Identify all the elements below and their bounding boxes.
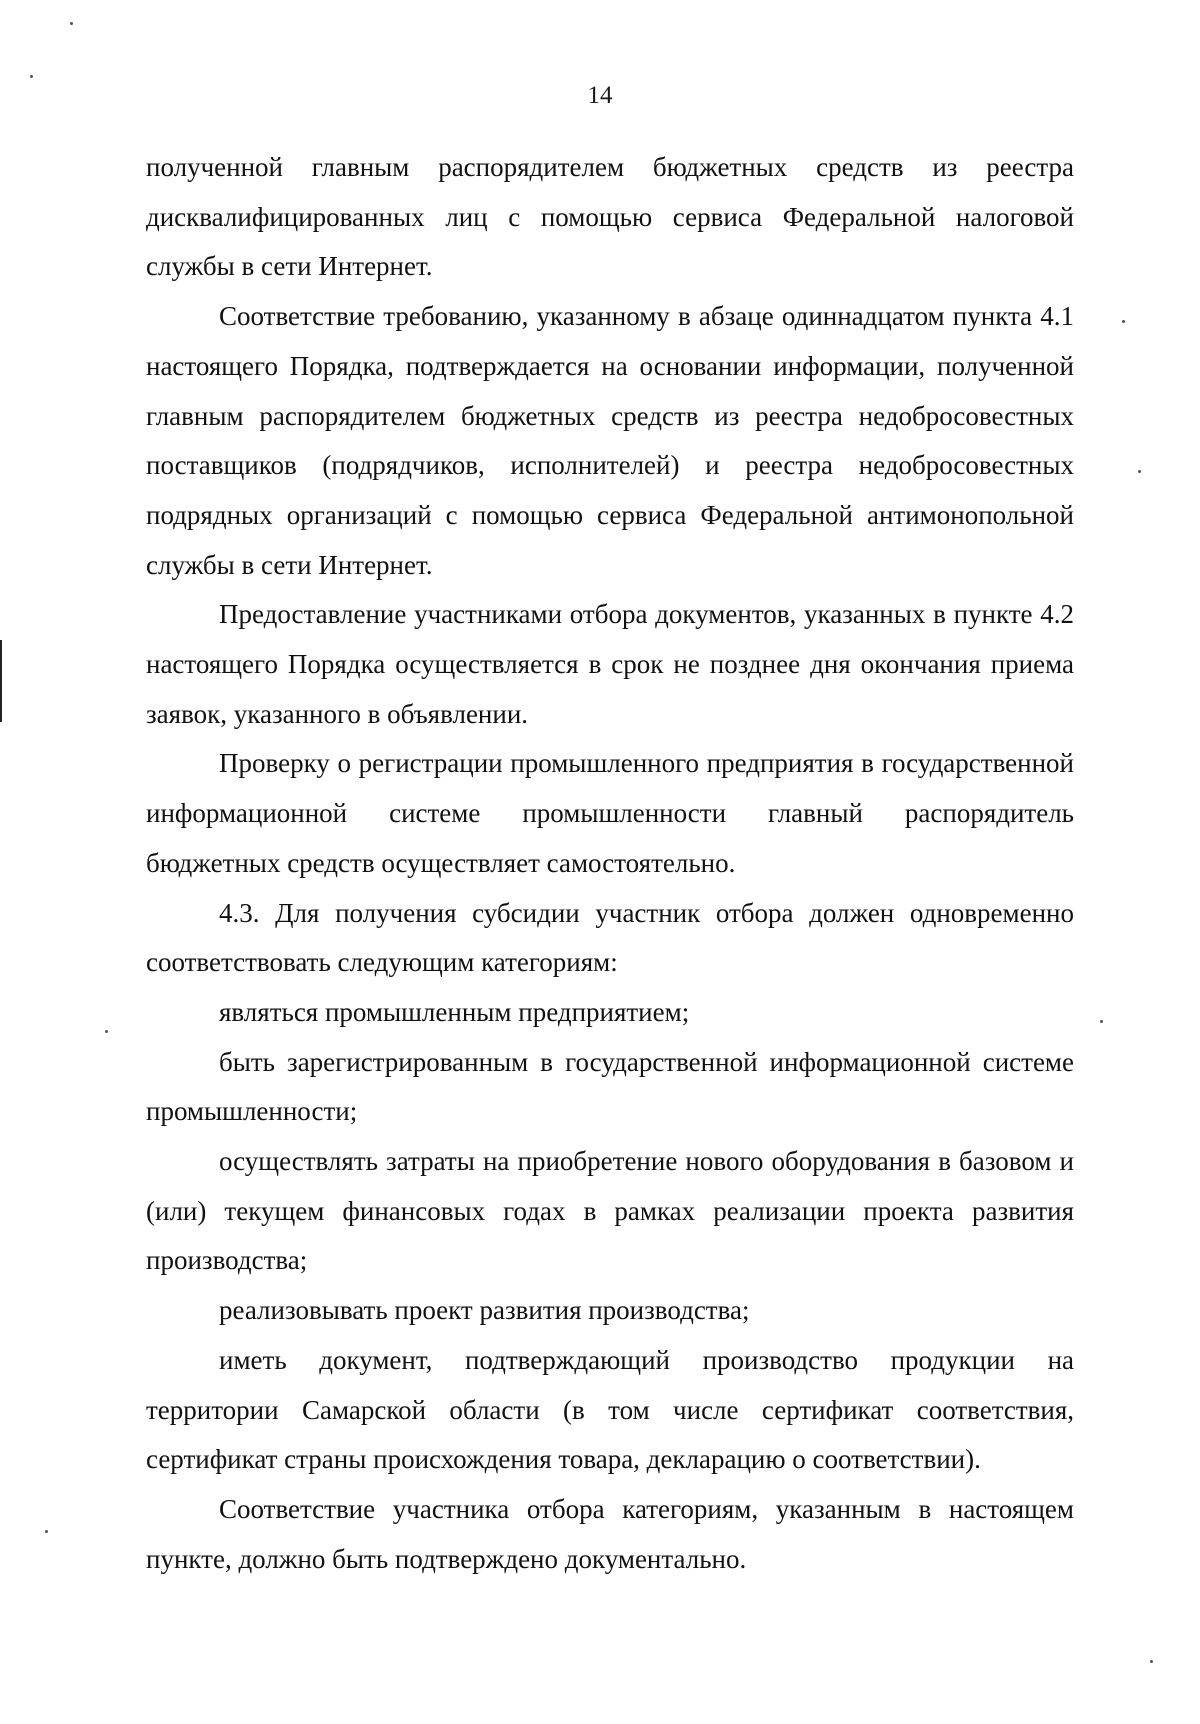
paragraph: полученной главным распорядителем бюджетных средств из реестра дисквалифицированных лиц с помощью сервиса Федеральной налоговой службы в сети Интернет.	[146, 152, 1074, 282]
scan-speck	[105, 1030, 108, 1033]
scan-speck	[70, 22, 73, 25]
page-number: 14	[587, 82, 613, 109]
list-item: реализовывать проект развития производства;	[219, 1295, 750, 1326]
list-item: являться промышленным предприятием;	[219, 996, 690, 1027]
scan-margin-line	[0, 640, 2, 722]
paragraph: Предоставление участниками отбора документов, указанных в пункте 4.2 настоящего Порядка осуществляется в срок не позднее дня окончания приема заявок, указанного в объявлении.	[146, 599, 1074, 729]
list-item: осуществлять затраты на приобретение нового оборудования в базовом и (или) текущем финансовых годах в рамках реализации проекта развития производства;	[146, 1146, 1074, 1276]
scan-speck	[1138, 470, 1141, 473]
list-item: иметь документ, подтверждающий производство продукции на территории Самарской области (в том числе сертификат соответствия, сертификат страны происхождения товара, декларацию о соответствии).	[146, 1344, 1074, 1475]
body-text	[146, 143, 1074, 1584]
paragraph: Проверку о регистрации промышленного предприятия в государственной информационной системе промышленности главный распорядитель бюджетных средств осуществляет самостоятельно.	[146, 748, 1074, 878]
scan-speck	[1122, 320, 1125, 323]
list-item: быть зарегистрированным в государственной информационной системе промышленности;	[146, 1046, 1074, 1127]
paragraph: Соответствие участника отбора категориям, указанным в настоящем пункте, должно быть подтверждено документально.	[146, 1493, 1074, 1574]
paragraph: 4.3. Для получения субсидии участник отбора должен одновременно соответствовать следующим категориям:	[146, 897, 1074, 978]
scan-speck	[30, 75, 33, 78]
scan-speck	[45, 1530, 48, 1533]
scan-speck	[1100, 1020, 1103, 1023]
paragraph: Соответствие требованию, указанному в абзаце одиннадцатом пункта 4.1 настоящего Порядка, подтверждается на основании информации, полученной главным распорядителем бюджетных средств из реестра недобросовестных поставщиков (подрядчиков, исполнителей) и реестра недобросовестных подрядных организаций с помощью сервиса Федеральной антимонопольной службы в сети Интернет.	[146, 301, 1074, 580]
scan-speck	[1150, 1660, 1153, 1663]
